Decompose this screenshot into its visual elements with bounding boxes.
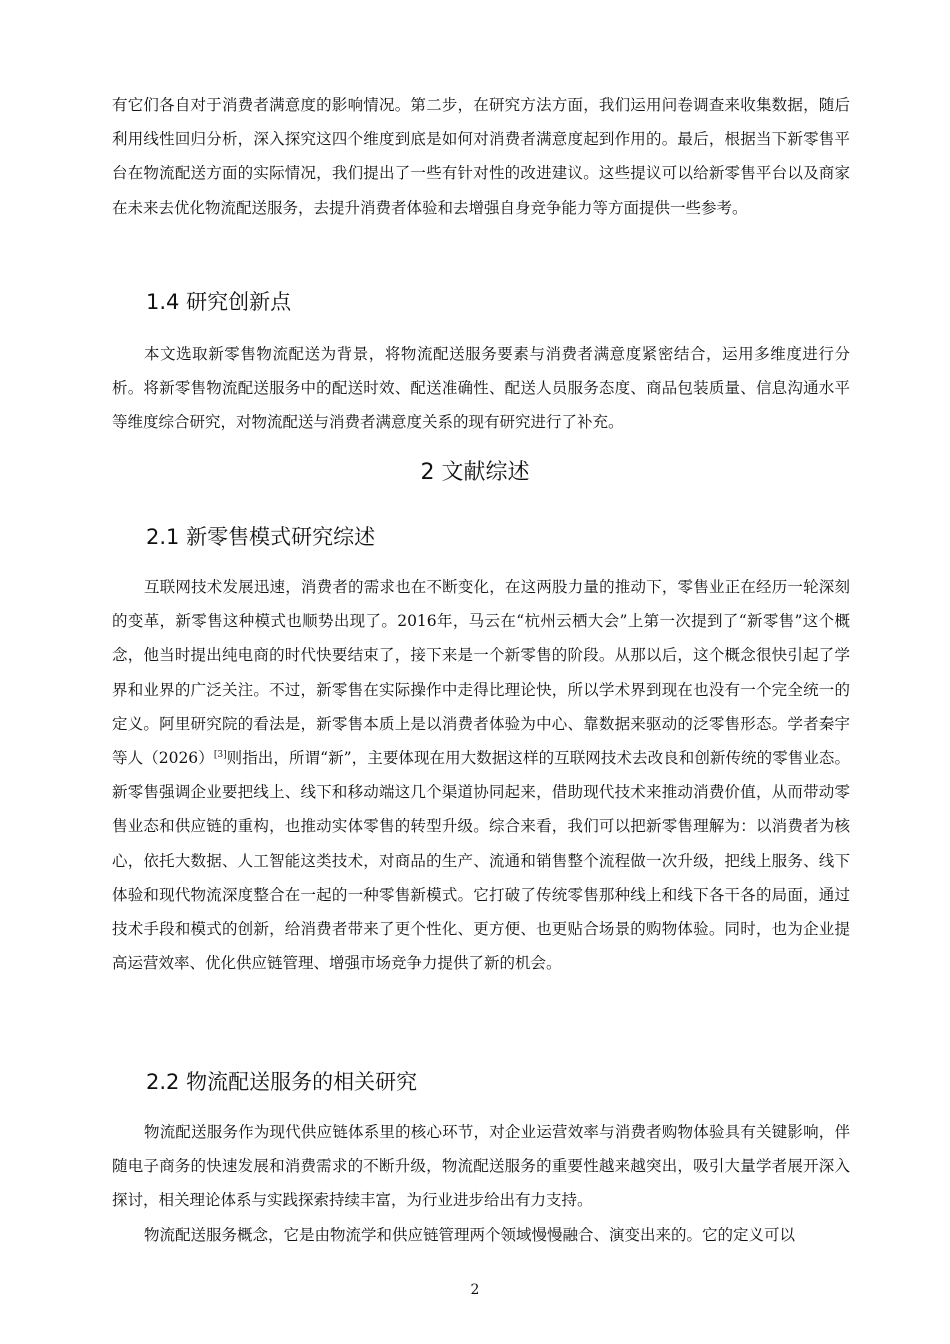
section-heading-2-1: 2.1 新零售模式研究综述 bbox=[146, 525, 376, 549]
paragraph-text-part: 互联网技术发展迅速，消费者的需求也在不断变化，在这两股力量的推动下，零售业正在经历一轮深刻的变革，新零售这种模式也顺势出现了。2016年，马云在“杭州云栖大会”上第一次提到了“新零售”这个概念，他当时提出纯电商的时代快要结束了，接下来是一个新零售的阶段。从那以后，这个概念很快引起了学界和业界的广泛关注。不过，新零售在实际操作中走得比理论快，所以学术界到现在也没有一个完全统一的定义。阿里研究院的看法是，新零售本质上是以消费者体验为中心、靠数据来驱动的泛零售形态。学者秦宇等人（2026） bbox=[112, 578, 850, 768]
page-number: 2 bbox=[470, 1282, 480, 1298]
citation-reference: [3] bbox=[213, 750, 227, 761]
section-heading-1-4: 1.4 研究创新点 bbox=[146, 290, 292, 314]
section-heading-2-2: 2.2 物流配送服务的相关研究 bbox=[146, 1070, 418, 1094]
paragraph-logistics-concept: 物流配送服务概念，它是由物流学和供应链管理两个领域慢慢融合、演变出来的。它的定义可以 bbox=[144, 1226, 796, 1244]
paragraph-innovation: 本文选取新零售物流配送为背景，将物流配送服务要素与消费者满意度紧密结合，运用多维度进行分析。将新零售物流配送服务中的配送时效、配送准确性、配送人员服务态度、商品包装质量、信息沟通水平等维度综合研究，对物流配送与消费者满意度关系的现有研究进行了补充。 bbox=[112, 345, 850, 432]
paragraph-logistics-service: 物流配送服务作为现代供应链体系里的核心环节，对企业运营效率与消费者购物体验具有关键影响，伴随电子商务的快速发展和消费需求的不断升级，物流配送服务的重要性越来越突出，吸引大量学者展开深入探讨，相关理论体系与实践探索持续丰富，为行业进步给出有力支持。 bbox=[112, 1123, 850, 1210]
paragraph-new-retail-review bbox=[112, 570, 850, 980]
chapter-heading-2: 2 文献综述 bbox=[420, 460, 530, 485]
paragraph-text-part: 则指出，所谓“新”，主要体现在用大数据这样的互联网技术去改良和创新传统的零售业态。新零售强调企业要把线上、线下和移动端这几个渠道协同起来，借助现代技术来推动消费价值，从而带动零售业态和供应链的重构，也推动实体零售的转型升级。综合来看，我们可以把新零售理解为：以消费者为核心，依托大数据、人工智能这类技术，对商品的生产、流通和销售整个流程做一次升级，把线上服务、线下体验和现代物流深度整合在一起的一种零售新模式。它打破了传统零售那种线上和线下各干各的局面，通过技术手段和模式的创新，给消费者带来了更个性化、更方便、也更贴合场景的购物体验。同时，也为企业提高运营效率、优化供应链管理、增强市场竞争力提供了新的机会。 bbox=[112, 749, 850, 973]
paragraph-intro-continued: 有它们各自对于消费者满意度的影响情况。第二步，在研究方法方面，我们运用问卷调查来收集数据，随后利用线性回归分析，深入探究这四个维度到底是如何对消费者满意度起到作用的。最后，根据当下新零售平台在物流配送方面的实际情况，我们提出了一些有针对性的改进建议。这些提议可以给新零售平台以及商家在未来去优化物流配送服务，去提升消费者体验和去增强自身竞争能力等方面提供一些参考。 bbox=[112, 96, 850, 217]
